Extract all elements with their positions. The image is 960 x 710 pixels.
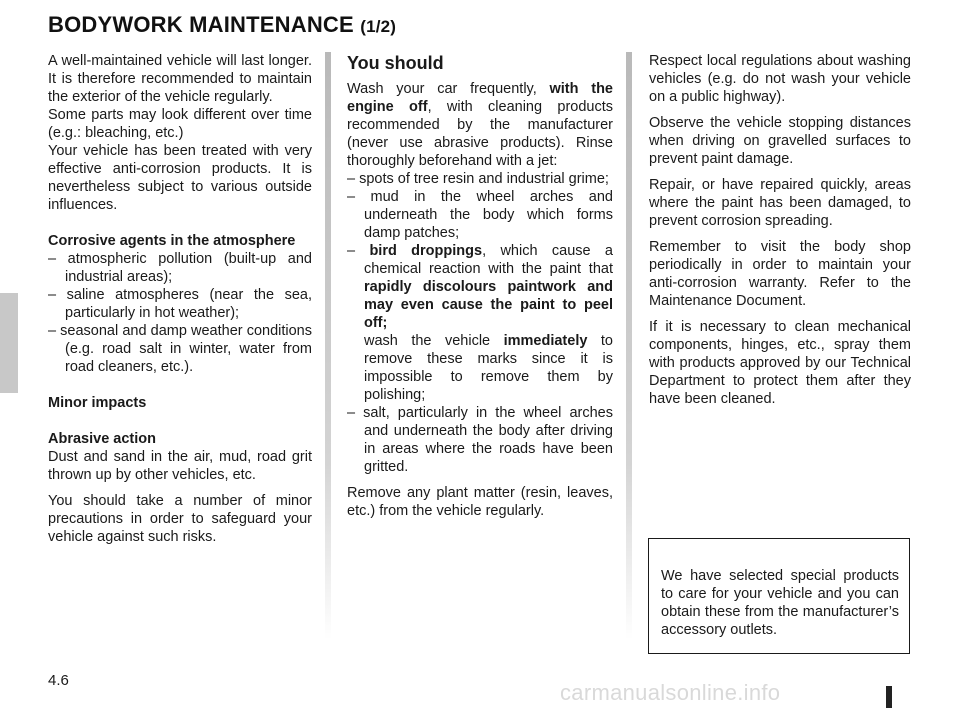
list-item: – atmospheric pollution (built-up and industrial areas); [48,251,312,285]
text-span: wash the vehicle [364,333,504,349]
text-span: Wash your car frequently, [347,81,550,97]
emphasis: bird droppings [369,243,483,259]
title-main: BODYWORK MAINTENANCE [48,12,354,37]
list-item: – mud in the wheel arches and underneath the body which forms damp patches; [347,189,613,241]
text-span: , which cause a chemical reaction with the paint that [364,243,613,277]
section-tab [0,293,18,393]
text-span: , with cleaning products recommended by the manufacturer (never use abrasive products). Rinse thoroughly beforehand with a jet: [347,99,613,169]
list-item: – salt, particularly in the wheel arches and underneath the body after driving in areas where the roads have been gritted. [347,405,613,475]
remove-paragraph: Remove any plant matter (resin, leaves, etc.) from the vehicle regularly. [347,485,613,519]
emphasis: with the engine off [347,81,613,115]
text-span: to remove these marks since it is impossible to remove them by polishing; [364,333,613,403]
paragraph: Remember to visit the body shop periodically in order to maintain your anti-corrosion warranty. Refer to the Maintenance Document. [649,239,911,309]
dash: – [347,243,370,259]
paragraph: Respect local regulations about washing vehicles (e.g. do not wash your vehicle on a public highway). [649,53,911,105]
paragraph: If it is necessary to clean mechanical components, hinges, etc., spray them with products approved by our Technical Department to protect them after they have been cleaned. [649,319,911,407]
you-should-heading: You should [347,53,444,73]
column-divider [325,52,331,640]
list-item [347,242,613,404]
minor-impacts-heading: Minor impacts [48,395,147,411]
emphasis: immediately [503,333,588,349]
title-part: (1/2) [360,17,397,36]
column-left [48,52,312,546]
paragraph: Repair, or have repaired quickly, areas where the paint has been damaged, to prevent corrosion spreading. [649,177,911,229]
wash-paragraph [347,80,613,170]
list-item: – saline atmospheres (near the sea, particularly in hot weather); [48,287,312,321]
page-edge-mark [886,686,892,708]
watermark: carmanualsonline.info [560,680,781,705]
note-box [648,538,910,654]
corrosive-heading: Corrosive agents in the atmosphere [48,233,296,249]
page-title [48,10,396,42]
intro-paragraph: Some parts may look different over time (e.g.: bleaching, etc.) [48,107,312,141]
abrasive-text: Dust and sand in the air, mud, road grit thrown up by other vehicles, etc. [48,449,312,483]
column-right [649,52,911,408]
note-text: We have selected special products to care for your vehicle and you can obtain these from the manufacturer’s accessory outlets. [661,568,899,638]
abrasive-heading: Abrasive action [48,431,156,447]
column-divider [626,52,632,640]
emphasis: rapidly discolours paintwork and may even cause the paint to peel off; [364,279,613,331]
precautions-text: You should take a number of minor precautions in order to safeguard your vehicle against such risks. [48,493,312,545]
list-item: – seasonal and damp weather conditions (e.g. road salt in winter, water from road cleaners, etc.). [48,323,312,375]
list-item: – spots of tree resin and industrial grime; [347,171,609,187]
column-middle [347,52,613,520]
intro-paragraph: A well-maintained vehicle will last longer. It is therefore recommended to maintain the exterior of the vehicle regularly. [48,53,312,105]
intro-paragraph: Your vehicle has been treated with very effective anti-corrosion products. It is nevertheless subject to various outside influences. [48,143,312,213]
paragraph: Observe the vehicle stopping distances when driving on gravelled surfaces to prevent paint damage. [649,115,911,167]
page-number: 4.6 [48,672,69,689]
